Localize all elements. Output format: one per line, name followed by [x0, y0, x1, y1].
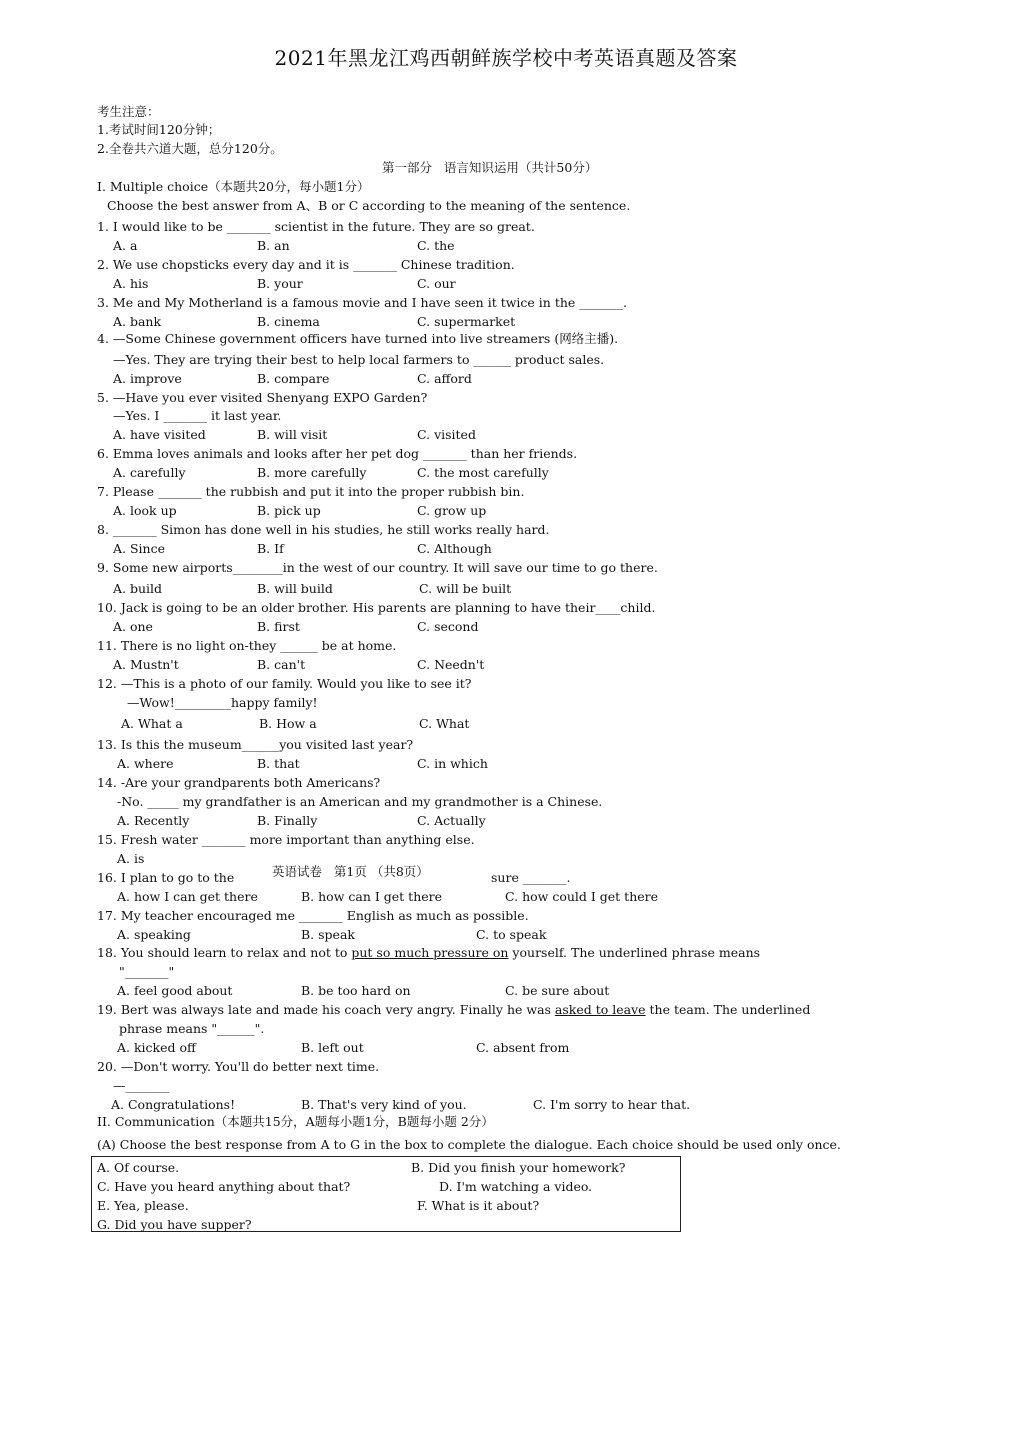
option-a: A. kicked off	[117, 1040, 196, 1055]
question-stem	[97, 945, 760, 962]
underlined-phrase: asked to leave	[554, 1002, 646, 1017]
option-a: A. where	[117, 756, 174, 771]
option-a: A. look up	[113, 503, 177, 518]
question-stem-line: —Yes. They are trying their best to help local farmers to ______ product sales.	[113, 352, 605, 367]
option-c: C. Needn't	[417, 657, 485, 672]
option-c: C. our	[417, 276, 456, 291]
stem-text: the team. The underlined	[645, 1002, 811, 1017]
option-c: C. grow up	[417, 503, 487, 518]
question-stem-line: —Yes. I _______ it last year.	[113, 408, 282, 423]
underlined-phrase: put so much pressure on	[351, 945, 509, 960]
option-b: B. that	[257, 756, 300, 771]
option-b: B. pick up	[257, 503, 321, 518]
option-c: C. in which	[417, 756, 488, 771]
choice-option: D. I'm watching a video.	[439, 1179, 593, 1194]
question-stem: 3. Me and My Motherland is a famous movie and I have seen it twice in the _______.	[97, 295, 627, 310]
option-a: A. speaking	[117, 927, 191, 942]
option-c: C. absent from	[476, 1040, 570, 1055]
option-c: C. Actually	[417, 813, 486, 828]
option-b: B. first	[257, 619, 300, 634]
question-stem: 4. —Some Chinese government officers have turned into live streamers (网络主播).	[97, 331, 619, 346]
option-c: C. visited	[417, 427, 476, 442]
question-stem: 9. Some new airports________in the west of our country. It will save our time to go there.	[97, 560, 658, 575]
part-heading: 第一部分 语言知识运用（共计50分）	[382, 160, 598, 175]
option-a: A. carefully	[113, 465, 186, 480]
choice-option: B. Did you finish your homework?	[411, 1160, 626, 1175]
choice-option: E. Yea, please.	[97, 1198, 189, 1213]
option-b: B. compare	[257, 371, 330, 386]
option-c: C. how could I get there	[505, 889, 659, 904]
option-c: C. What	[419, 716, 470, 731]
note-item: 1.考试时间120分钟；	[97, 122, 221, 137]
question-stem: 10. Jack is going to be an older brother. His parents are planning to have their____child.	[97, 600, 656, 615]
question-stem-line: —Wow!_________happy family!	[127, 695, 318, 710]
option-a: A. build	[113, 581, 163, 596]
option-a: A. feel good about	[117, 983, 233, 998]
option-a: A. have visited	[113, 427, 206, 442]
option-a: A. his	[113, 276, 149, 291]
choice-option: C. Have you heard anything about that?	[97, 1179, 351, 1194]
option-c: C. I'm sorry to hear that.	[533, 1097, 691, 1112]
question-stem: 8. _______ Simon has done well in his studies, he still works really hard.	[97, 522, 550, 537]
option-b: B. an	[257, 238, 290, 253]
option-a: A. Since	[113, 541, 165, 556]
option-b: B. left out	[301, 1040, 364, 1055]
option-b: B. more carefully	[257, 465, 367, 480]
option-a: A. how I can get there	[117, 889, 258, 904]
option-b: B. How a	[259, 716, 317, 731]
question-stem-line: "_______"	[119, 964, 175, 979]
stem-text: 19. Bert was always late and made his coach very angry. Finally he was	[97, 1002, 555, 1017]
option-b: B. can't	[257, 657, 306, 672]
question-stem: 16. I plan to go to the	[97, 870, 235, 885]
option-c: C. Although	[417, 541, 492, 556]
option-a: A. Mustn't	[113, 657, 179, 672]
choice-option: G. Did you have supper?	[97, 1217, 252, 1232]
option-b: B. cinema	[257, 314, 320, 329]
page-footer: 英语试卷 第1页 （共8页）	[272, 864, 429, 879]
option-c: C. be sure about	[505, 983, 610, 998]
stem-text: yourself. The underlined phrase means	[508, 945, 761, 960]
option-a: A. bank	[113, 314, 162, 329]
stem-text: 18. You should learn to relax and not to	[97, 945, 352, 960]
section-heading: II. Communication（本题共15分，A题每小题1分，B题每小题 2分）	[97, 1114, 494, 1129]
choice-option: A. Of course.	[97, 1160, 180, 1175]
question-stem: 13. Is this the museum______you visited last year?	[97, 737, 414, 752]
option-a: A. a	[113, 238, 138, 253]
option-c: C. second	[417, 619, 479, 634]
question-stem: 14. -Are your grandparents both Americans?	[97, 775, 381, 790]
document-title: 2021年黑龙江鸡西朝鲜族学校中考英语真题及答案	[274, 46, 738, 70]
option-c: C. afford	[417, 371, 472, 386]
question-stem: 15. Fresh water _______ more important than anything else.	[97, 832, 475, 847]
choice-option: F. What is it about?	[417, 1198, 540, 1213]
question-stem	[97, 1002, 810, 1019]
section-heading: I. Multiple choice（本题共20分，每小题1分）	[97, 179, 370, 194]
option-a: A. Recently	[117, 813, 190, 828]
option-c: C. the most carefully	[417, 465, 549, 480]
section-instruction: (A) Choose the best response from A to G in the box to complete the dialogue. Each choice should be used only once.	[97, 1137, 841, 1152]
option-c: C. to speak	[476, 927, 547, 942]
question-stem: 20. —Don't worry. You'll do better next time.	[97, 1059, 380, 1074]
option-b: B. That's very kind of you.	[301, 1097, 467, 1112]
question-stem-line: -No. _____ my grandfather is an American and my grandmother is a Chinese.	[117, 794, 603, 809]
option-b: B. speak	[301, 927, 355, 942]
question-stem: 2. We use chopsticks every day and it is _______ Chinese tradition.	[97, 257, 515, 272]
question-stem: 7. Please _______ the rubbish and put it into the proper rubbish bin.	[97, 484, 525, 499]
option-a: A. Congratulations!	[111, 1097, 236, 1112]
option-a: A. is	[117, 851, 145, 866]
option-b: B. be too hard on	[301, 983, 411, 998]
option-b: B. will build	[257, 581, 333, 596]
note-item: 2.全卷共六道大题，总分120分。	[97, 141, 283, 156]
option-c: C. will be built	[419, 581, 512, 596]
section-instruction: Choose the best answer from A、B or C according to the meaning of the sentence.	[103, 198, 631, 213]
question-stem: 11. There is no light on-they ______ be at home.	[97, 638, 397, 653]
option-b: B. Finally	[257, 813, 318, 828]
notes-heading: 考生注意：	[97, 104, 160, 119]
option-a: A. improve	[113, 371, 182, 386]
option-b: B. If	[257, 541, 284, 556]
question-stem: 5. —Have you ever visited Shenyang EXPO Garden?	[97, 390, 428, 405]
question-stem: 6. Emma loves animals and looks after her pet dog _______ than her friends.	[97, 446, 578, 461]
option-a: A. one	[113, 619, 153, 634]
option-c: C. supermarket	[417, 314, 516, 329]
question-stem: 12. —This is a photo of our family. Would you like to see it?	[97, 676, 472, 691]
option-a: A. What a	[121, 716, 183, 731]
option-c: C. the	[417, 238, 455, 253]
question-stem-tail: sure _______.	[491, 870, 571, 885]
option-b: B. your	[257, 276, 303, 291]
question-stem: 1. I would like to be _______ scientist in the future. They are so great.	[97, 219, 535, 234]
question-stem: 17. My teacher encouraged me _______ English as much as possible.	[97, 908, 529, 923]
question-stem-line: —_______	[113, 1078, 170, 1093]
question-stem-line: phrase means "______".	[119, 1021, 265, 1036]
option-b: B. will visit	[257, 427, 328, 442]
option-b: B. how can I get there	[301, 889, 443, 904]
